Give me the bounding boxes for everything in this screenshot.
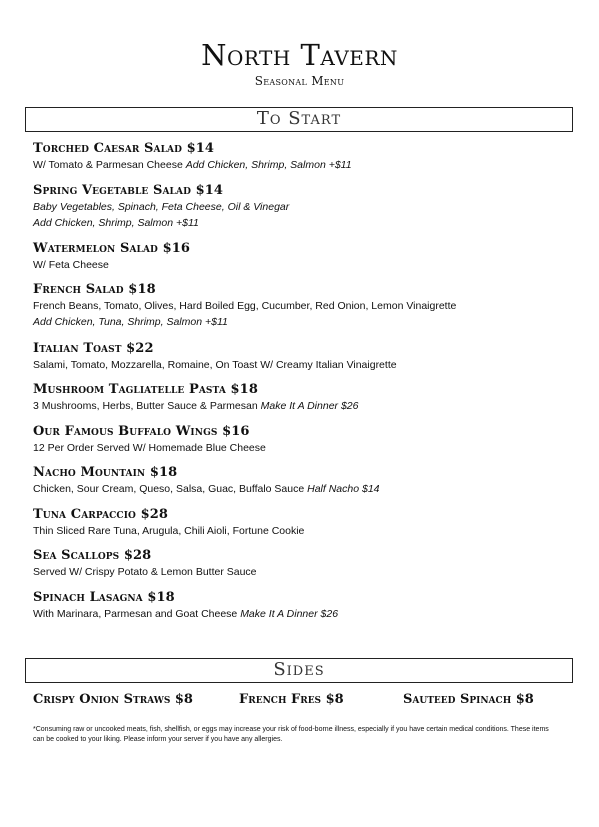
menu-item xyxy=(33,423,573,464)
menu-item xyxy=(33,281,573,340)
menu-title: North Tavern xyxy=(201,38,398,72)
section-header-sides: Sides xyxy=(25,658,573,683)
item-description: Served W/ Crispy Potato & Lemon Butter Sauce xyxy=(33,566,257,578)
starters-list xyxy=(33,140,573,630)
item-desc-addon: Add Chicken, Tuna, Shrimp, Salmon +$11 xyxy=(33,316,228,328)
item-desc-addon: Add Chicken, Shrimp, Salmon +$11 xyxy=(33,217,199,229)
menu-item xyxy=(33,182,573,240)
menu-item xyxy=(33,589,573,630)
item-name: Sea Scallops $28 xyxy=(33,548,152,563)
side-item: Crispy Onion Straws $8 xyxy=(33,692,193,707)
menu-item xyxy=(33,506,573,547)
item-description: Baby Vegetables, Spinach, Feta Cheese, Oil & Vinegar xyxy=(33,201,290,213)
menu-item xyxy=(33,547,573,589)
item-name: Our Famous Buffalo Wings $16 xyxy=(33,424,250,439)
item-desc-text: 3 Mushrooms, Herbs, Butter Sauce & Parmesan xyxy=(33,400,261,412)
item-name: Nacho Mountain $18 xyxy=(33,465,178,480)
item-name: Spinach Lasagna $18 xyxy=(33,590,175,605)
item-description xyxy=(33,481,573,497)
menu-subtitle: Seasonal Menu xyxy=(254,74,345,88)
item-desc-text: With Marinara, Parmesan and Goat Cheese xyxy=(33,608,241,620)
item-description: W/ Feta Cheese xyxy=(33,259,109,271)
item-name: Watermelon Salad $16 xyxy=(33,241,191,256)
item-description: 12 Per Order Served W/ Homemade Blue Cheese xyxy=(33,442,266,454)
item-description: Salami, Tomato, Mozzarella, Romaine, On Toast W/ Creamy Italian Vinaigrette xyxy=(33,359,397,371)
item-desc-addon: Add Chicken, Shrimp, Salmon +$11 xyxy=(185,159,352,171)
menu-item xyxy=(33,140,573,182)
item-desc-text: W/ Tomato & Parmesan Cheese xyxy=(33,159,186,171)
item-description: Thin Sliced Rare Tuna, Arugula, Chili Aioli, Fortune Cookie xyxy=(33,525,305,537)
side-item: Sauteed Spinach $8 xyxy=(403,692,534,707)
item-desc-addon: Make It A Dinner $26 xyxy=(240,608,339,620)
item-desc-addon: Half Nacho $14 xyxy=(307,483,380,495)
item-description xyxy=(33,398,573,414)
item-desc-text: Chicken, Sour Cream, Queso, Salsa, Guac, Buffalo Sauce xyxy=(33,483,308,495)
section-header-to-start: To Start xyxy=(25,107,573,132)
item-name: Italian Toast $22 xyxy=(33,341,154,356)
menu-item xyxy=(33,381,573,423)
allergy-disclaimer: *Consuming raw or uncooked meats, fish, shellfish, or eggs may increase your risk of food-borne illness, especially if you have certain medical conditions. These items can be cooked to your liking. Please inform your server if you have any allergies. xyxy=(33,726,549,743)
item-description: French Beans, Tomato, Olives, Hard Boiled Egg, Cucumber, Red Onion, Lemon Vinaigrette xyxy=(33,300,457,312)
item-desc-addon: Make It A Dinner $26 xyxy=(260,400,359,412)
item-name: Spring Vegetable Salad $14 xyxy=(33,183,224,198)
menu-item xyxy=(33,464,573,506)
item-name: French Salad $18 xyxy=(33,282,156,297)
menu-item xyxy=(33,340,573,381)
item-description xyxy=(33,157,573,173)
sides-list xyxy=(33,692,573,710)
side-item: French Fres $8 xyxy=(239,692,344,707)
menu-item xyxy=(33,240,573,281)
item-description xyxy=(33,606,573,622)
item-name: Mushroom Tagliatelle Pasta $18 xyxy=(33,382,258,397)
item-name: Tuna Carpaccio $28 xyxy=(33,507,169,522)
item-name: Torched Caesar Salad $14 xyxy=(33,141,215,156)
